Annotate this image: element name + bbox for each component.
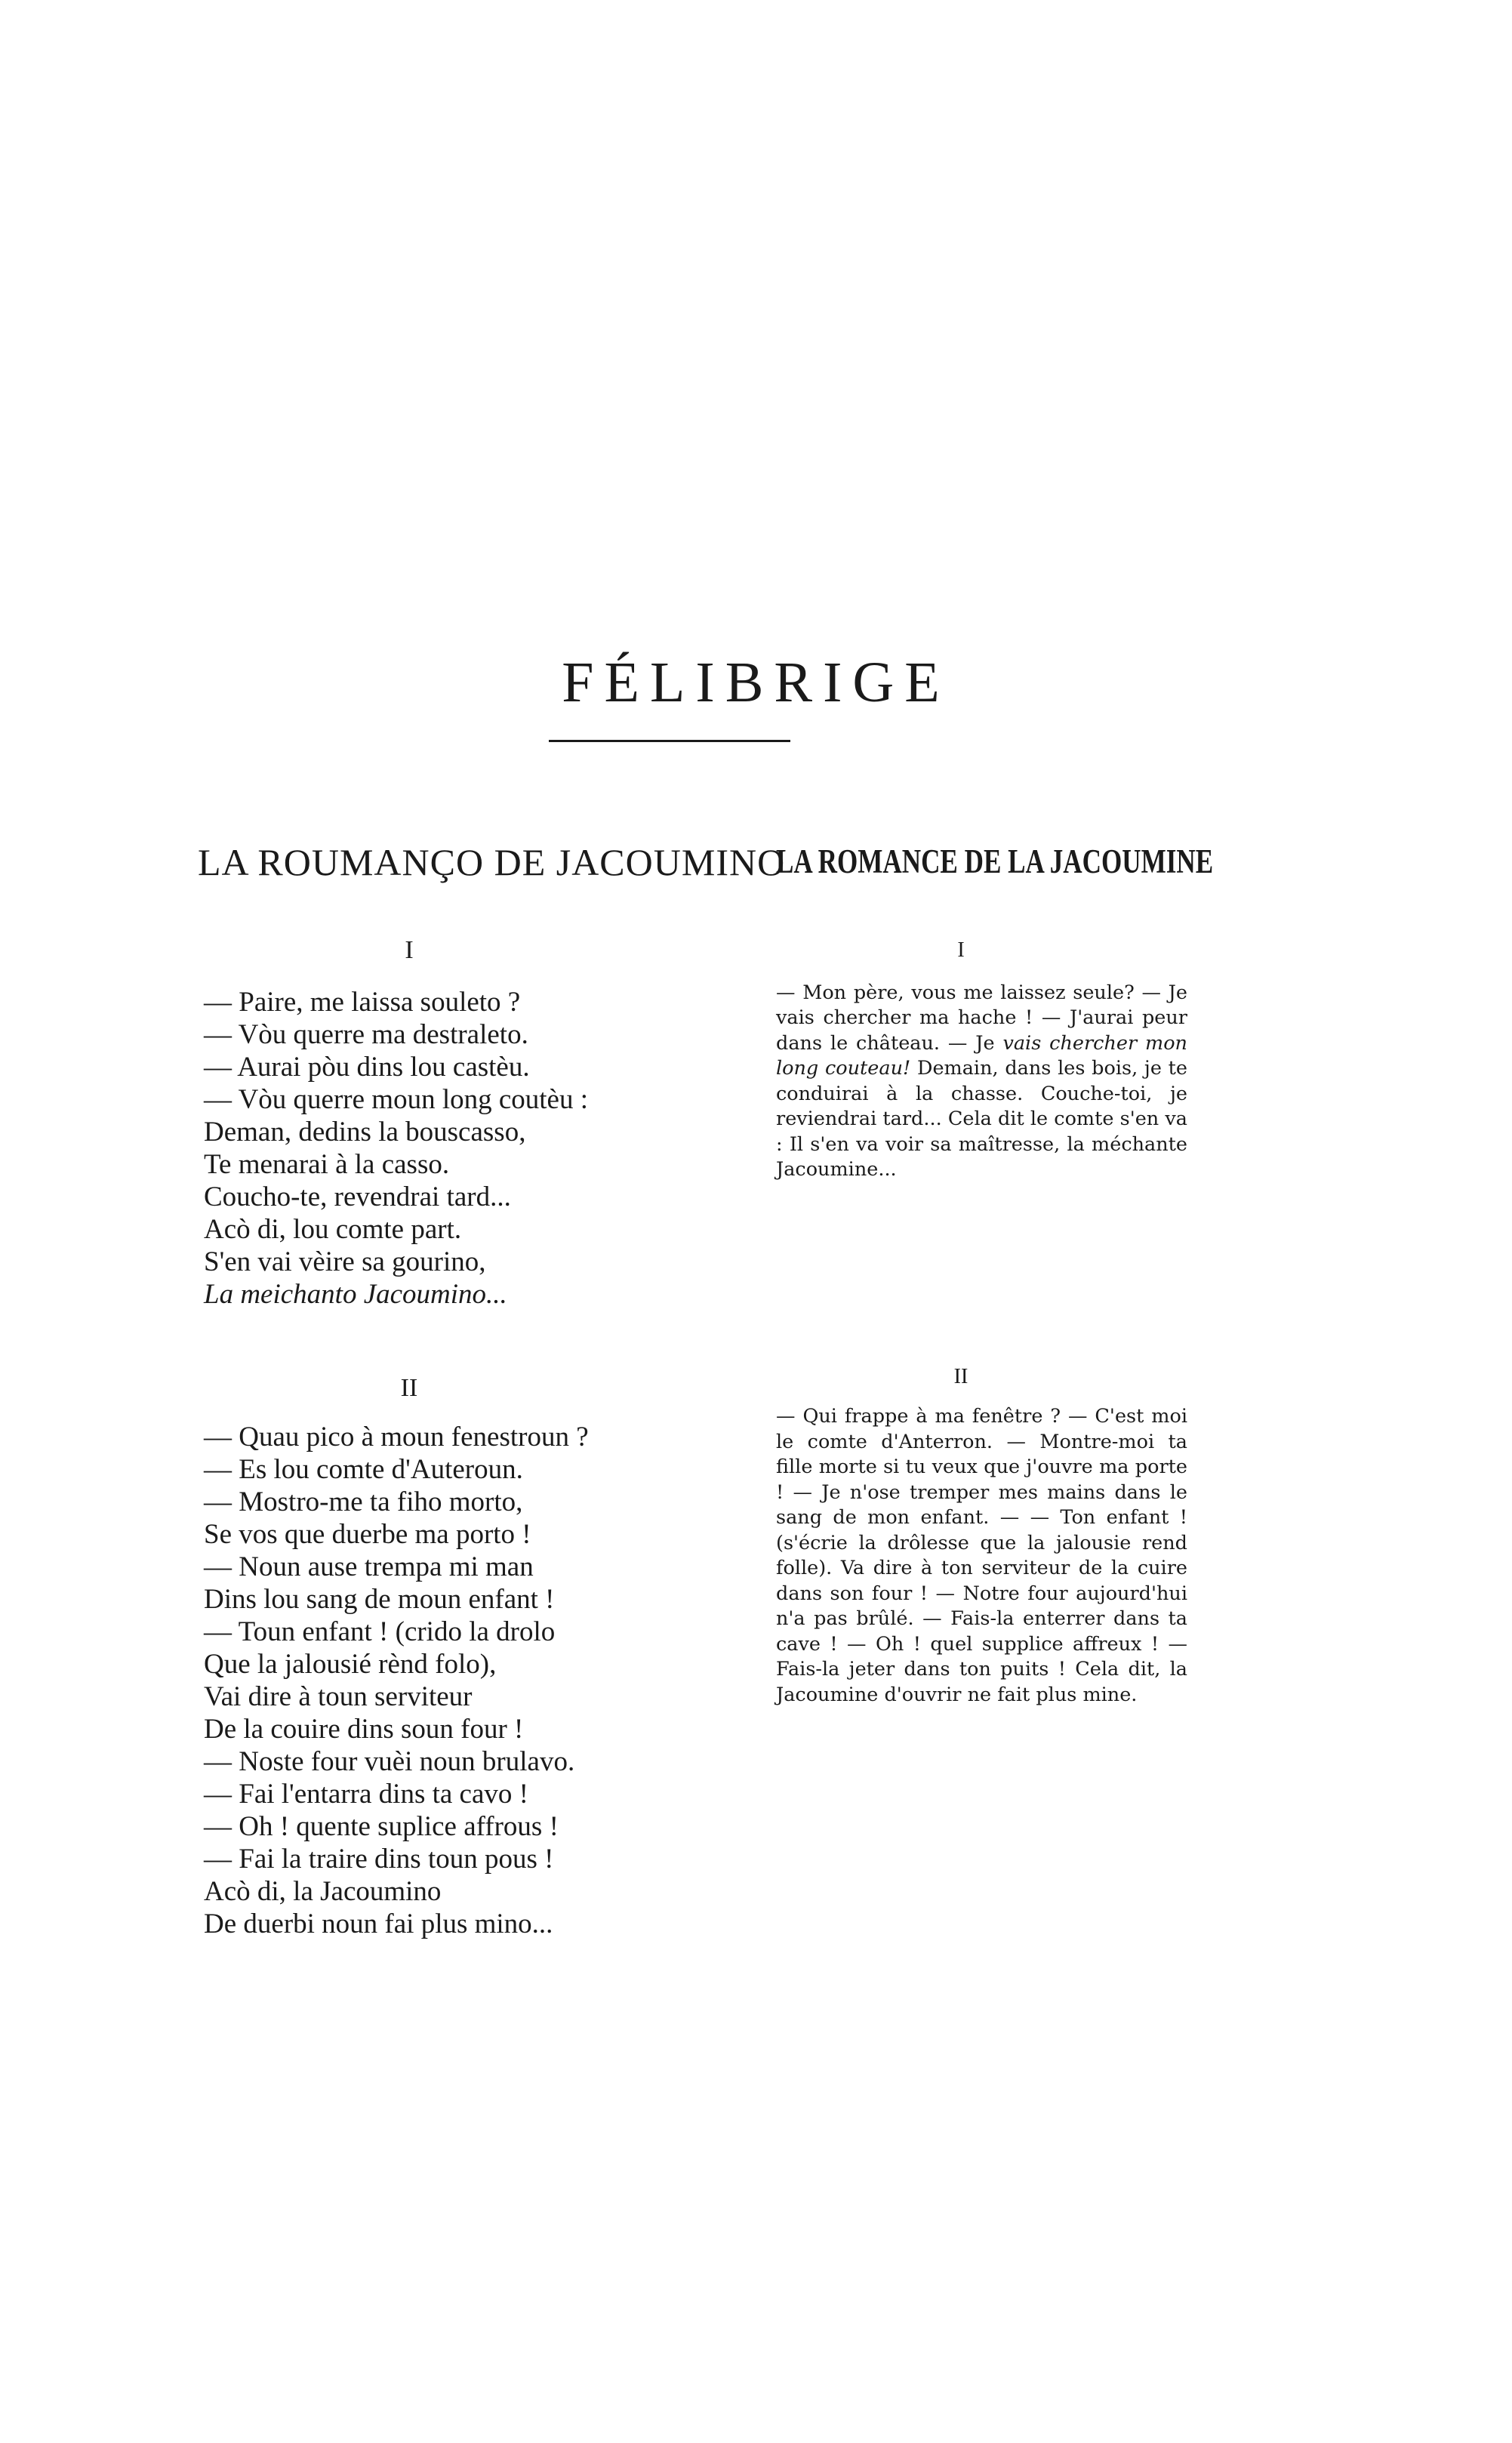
french-prose-section-2: — Qui frappe à ma fenêtre ? — C'est moi le comte d'Anterron. — Montre-moi ta fille morte si tu veux que j'ouvre ma porte ! — Je n'ose tremper mes mains dans le sang de mon enfant. — — Ton enfant ! (s'écrie la drôlesse que la jalousie rend folle). Va dire à ton serviteur de la cuire dans son four ! — Notre four aujourd'hui n'a pas brûlé. — Fais-la enterrer dans ta cave ! — Oh ! quel supplice affreux ! — Fais-la jeter dans ton puits ! Cela dit, la Jacoumine d'ouvrir ne fait plus mine. (776, 1405, 1187, 1706)
verse-line: — Vòu querre moun long coutèu : (204, 1084, 589, 1115)
verse-line: — Quau pico à moun fenestroun ? (204, 1422, 589, 1453)
provencal-heading: LA ROUMANÇO DE JACOUMINO (198, 841, 786, 883)
french-prose-section-1 (776, 981, 1187, 1183)
verse-line: S'en vai vèire sa gourino, (204, 1246, 486, 1277)
title-divider (549, 740, 790, 742)
verse-line: — Fai l'entarra dins ta cavo ! (204, 1779, 528, 1810)
verse-line: — Mostro-me ta fiho morto, (204, 1486, 523, 1517)
verse-line: — Es lou comte d'Auteroun. (204, 1454, 523, 1485)
verse-line: De duerbi noun fai plus mino... (204, 1908, 553, 1939)
french-heading: LA ROMANCE DE LA JACOUMINE (776, 843, 1214, 880)
verse-line: Te menarai à la casso. (204, 1149, 450, 1180)
verse-line: — Noste four vuèi noun brulavo. (204, 1746, 575, 1777)
french-section-2-numeral: II (953, 1365, 968, 1388)
verse-line: Coucho-te, revendrai tard... (204, 1181, 511, 1212)
verse-line: — Toun enfant ! (crido la drolo (204, 1616, 556, 1647)
verse-line: — Noun ause trempa mi man (204, 1551, 534, 1582)
prose-text-italic: vais chercher mon long couteau! (776, 1031, 1187, 1080)
provencal-verse-section-1 (204, 986, 666, 1311)
provencal-column (198, 841, 786, 1311)
verse-line: Que la jalousié rènd folo), (204, 1649, 497, 1680)
page-title: FÉLIBRIGE (562, 650, 950, 714)
prose-text: Demain, dans les bois, je te conduirai à la chasse. Couche-toi, je reviendrai tard... Cela dit le comte s'en va : Il s'en va voir sa maîtresse, la méchante Jacoumine... (776, 1057, 1187, 1181)
verse-line: De la couire dins soun four ! (204, 1714, 524, 1745)
verse-line: — Oh ! quente suplice affrous ! (204, 1811, 559, 1842)
verse-line: Acò di, lou comte part. (204, 1214, 462, 1245)
verse-line: — Vòu querre ma destraleto. (204, 1019, 528, 1050)
verse-line: Dins lou sang de moun enfant ! (204, 1584, 555, 1615)
verse-line: — Paire, me laissa souleto ? (204, 987, 521, 1018)
verse-line: La meichanto Jacoumino... (204, 1279, 507, 1310)
verse-line: Se vos que duerbe ma porto ! (204, 1519, 531, 1550)
french-column (776, 842, 1214, 1183)
verse-line: Deman, dedins la bouscasso, (204, 1117, 526, 1148)
provencal-section-2-numeral: II (400, 1374, 418, 1402)
prose-text: — Mon père, vous me laissez seule? — Je vais chercher ma hache ! — J'aurai peur dans le château. — Je (776, 981, 1187, 1055)
verse-line: — Fai la traire dins toun pous ! (204, 1844, 554, 1875)
provencal-verse-section-2 (204, 1421, 589, 1940)
french-section-1-numeral: I (957, 938, 965, 962)
verse-line: Acò di, la Jacoumino (204, 1876, 442, 1907)
verse-line: Vai dire à toun serviteur (204, 1681, 473, 1712)
verse-line: — Aurai pòu dins lou castèu. (204, 1052, 530, 1083)
provencal-section-1-numeral: I (405, 936, 414, 964)
